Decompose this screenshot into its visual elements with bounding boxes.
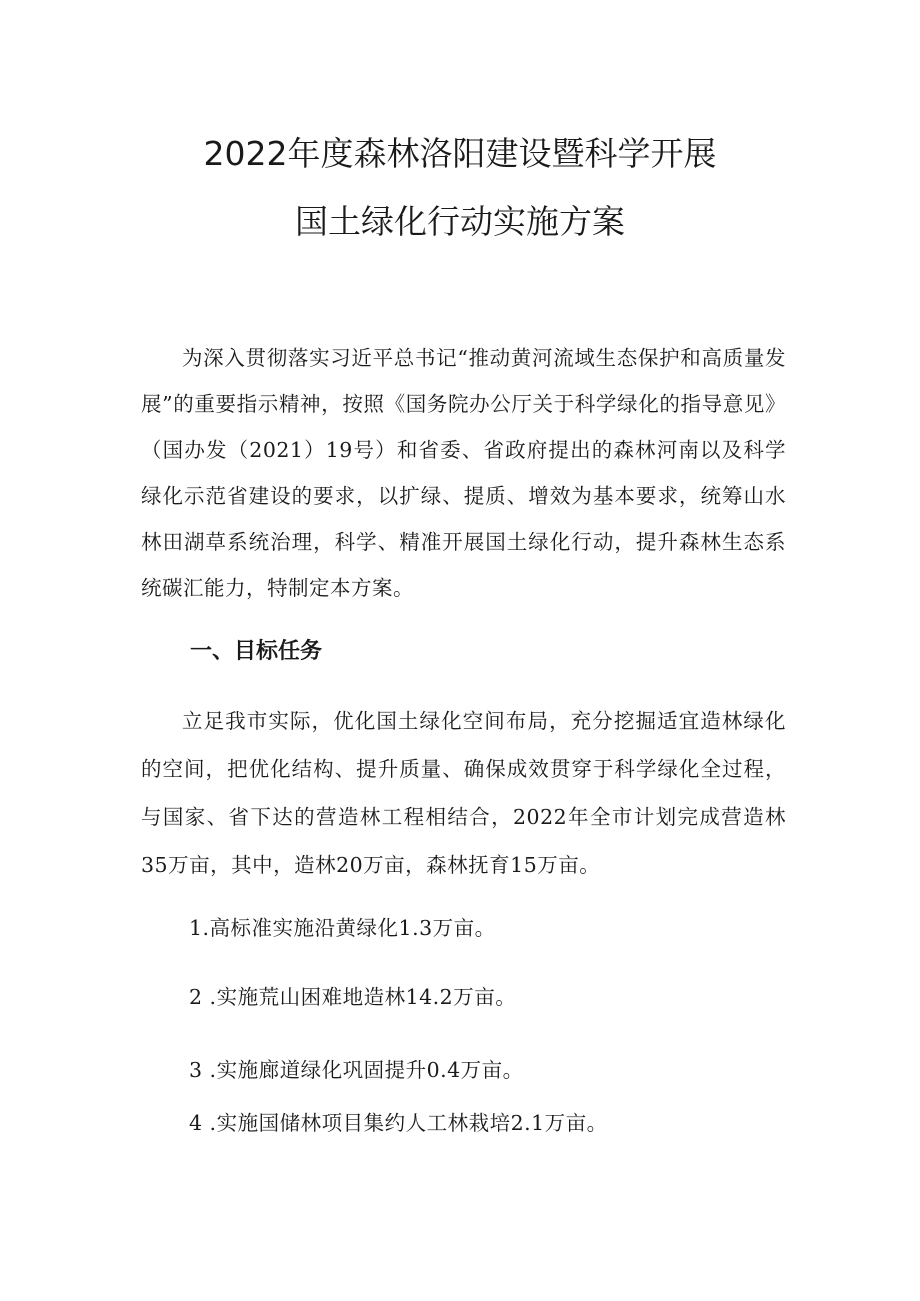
list-item: 1.高标准实施沿黄绿化1.3万亩。 bbox=[189, 916, 496, 940]
document-title-line-2: 国土绿化行动实施方案 bbox=[295, 202, 625, 241]
list-item: 2 .实施荒山困难地造林14.2万亩。 bbox=[189, 985, 517, 1009]
intro-paragraph: 为深入贯彻落实习近平总书记“推动黄河流域生态保护和高质量发展”的重要指示精神，按照《国务院办公厅关于科学绿化的指导意见》（国办发（2021）19号）和省委、省政府提出的森林河南以及科学绿化示范省建设的要求，以扩绿、提质、增效为基本要求，统筹山水林田湖草系统治理，科学、精准开展国土绿化行动，提升森林生态系统碳汇能力，特制定本方案。 bbox=[141, 346, 786, 600]
list-item: 4 .实施国储林项目集约人工林栽培2.1万亩。 bbox=[189, 1111, 608, 1135]
list-item: 3 .实施廊道绿化巩固提升0.4万亩。 bbox=[189, 1058, 524, 1082]
document-title-line-1: 2022年度森林洛阳建设暨科学开展 bbox=[203, 134, 717, 173]
section-heading-goals: 一、目标任务 bbox=[190, 639, 323, 664]
goals-paragraph: 立足我市实际，优化国土绿化空间布局，充分挖掘适宜造林绿化的空间，把优化结构、提升质量、确保成效贯穿于科学绿化全过程，与国家、省下达的营造林工程相结合，2022年全市计划完成营造林35万亩，其中，造林20万亩，森林抚育15万亩。 bbox=[141, 709, 786, 877]
